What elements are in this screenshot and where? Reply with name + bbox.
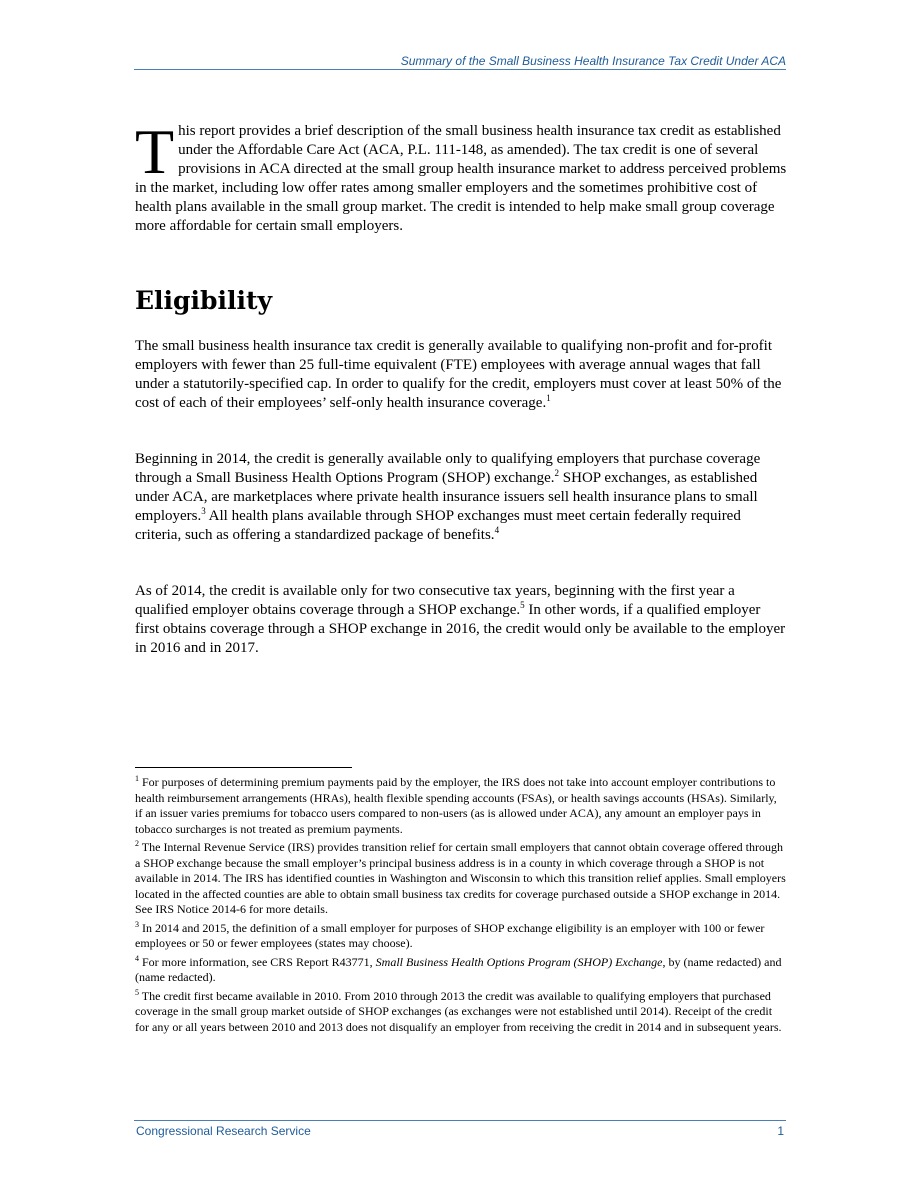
drop-cap-letter: T	[135, 116, 175, 187]
footnote-text: The credit first became available in 2010. From 2010 through 2013 the credit was available to qualifying employers that purchased coverage in the small group market outside of SHOP exchanges (as exchanges were not established until 2014). Receipt of the credit for any or all years between 2010 and 2013 does not disqualify an employer from receiving the credit in 2014 and in subsequent years.	[135, 988, 782, 1034]
paragraph-text: As of 2014, the credit is available only for two consecutive tax years, beginning with the first year a qualified employer obtains coverage through a SHOP exchange.	[135, 583, 735, 618]
eligibility-paragraph-1	[135, 337, 787, 413]
footnote-number: 5	[135, 987, 139, 997]
paragraph-text: In other words, if a qualified employer first obtains coverage through a SHOP exchange in 2016, the credit would only be available to the employer in 2016 and in 2017.	[135, 602, 786, 656]
footnote-text: The Internal Revenue Service (IRS) provides transition relief for certain small employers that cannot obtain coverage offered through a SHOP exchange because the small employer’s principal business address is in a county in which coverage through a SHOP is not available in 2014. The IRS has identified counties in Washington and Wisconsin to which this transition relief applies. Small employers located in the affected counties are able to obtain small business tax credits for coverage purchased outside a SHOP exchange in 2014. See IRS Notice 2014-6 for more details.	[135, 840, 786, 916]
eligibility-paragraph-2	[135, 450, 787, 545]
footer-organization: Congressional Research Service	[136, 1124, 311, 1138]
paragraph-text: Beginning in 2014, the credit is generally available only to qualifying employers that purchase coverage through a Small Business Health Options Program (SHOP) exchange.	[135, 451, 761, 486]
paragraph-text: The small business health insurance tax credit is generally available to qualifying non-profit and for-profit employers with fewer than 25 full-time equivalent (FTE) employees with average annual wages that fall under a statutorily-specified cap. In order to qualify for the credit, employers must cover at least 50% of the cost of each of their employees’ self-only health insurance coverage.	[135, 338, 782, 411]
footnote-2	[135, 840, 787, 918]
footnote-ref-3[interactable]: 3	[201, 506, 206, 516]
footnote-ref-2[interactable]: 2	[554, 468, 560, 478]
paragraph-text: All health plans available through SHOP exchanges must meet certain federally required criteria, such as offering a standardized package of benefits.	[135, 508, 741, 543]
page-number: 1	[777, 1124, 784, 1138]
footnote-number: 2	[135, 839, 139, 848]
footnote-ref-5[interactable]: 5	[520, 600, 525, 610]
footnotes-section	[135, 775, 787, 1038]
footnote-ref-1[interactable]: 1	[546, 393, 551, 403]
section-heading-eligibility: Eligibility	[135, 286, 273, 315]
footnote-number: 4	[135, 953, 139, 963]
paragraph-text: SHOP exchanges, as established under ACA, are marketplaces where private health insurance issuers sell health insurance plans to small employers.	[135, 470, 758, 524]
footnote-1	[135, 775, 787, 837]
footnote-text: , by (name redacted) and (name redacted).	[135, 954, 782, 984]
footnote-5	[135, 989, 787, 1036]
footnote-divider	[135, 767, 352, 768]
footnote-text: For more information, see CRS Report R43771,	[139, 954, 376, 969]
intro-text: his report provides a brief description of the small business health insurance tax credit as established under the Affordable Care Act (ACA, P.L. 111-148, as amended). The tax credit is one of several provisions in ACA directed at the small group health insurance market to address perceived problems in the market, including low offer rates among smaller employers and the sometimes prohibitive cost of health plans available in the small group market. The credit is intended to help make small group coverage more affordable for certain small employers.	[135, 123, 787, 234]
footer-divider	[134, 1120, 786, 1121]
eligibility-paragraph-3	[135, 582, 787, 658]
footnote-3	[135, 921, 787, 952]
footnote-number: 1	[135, 774, 139, 783]
header-divider	[134, 69, 786, 70]
running-header-title: Summary of the Small Business Health Insurance Tax Credit Under ACA	[400, 54, 786, 68]
footnote-text: For purposes of determining premium payments paid by the employer, the IRS does not take into account employer contributions to health reimbursement arrangements (HRAs), health flexible spending accounts (FSAs), or health savings accounts (HSAs). Similarly, if an issuer varies premiums for tobacco users compared to non-users (as is allowed under ACA), any amount an employer pays in tobacco surcharges is not treated as premium payments.	[135, 775, 777, 836]
footnote-number: 3	[135, 919, 139, 929]
footnote-ref-4[interactable]: 4	[494, 525, 500, 535]
cited-report-title: Small Business Health Options Program (SHOP) Exchange	[375, 954, 663, 969]
footnote-4	[135, 955, 787, 986]
footnote-text: In 2014 and 2015, the definition of a small employer for purposes of SHOP exchange eligibility is an employer with 100 or fewer employees or 50 or fewer employees (states may choose).	[135, 920, 765, 950]
intro-paragraph	[135, 116, 787, 236]
